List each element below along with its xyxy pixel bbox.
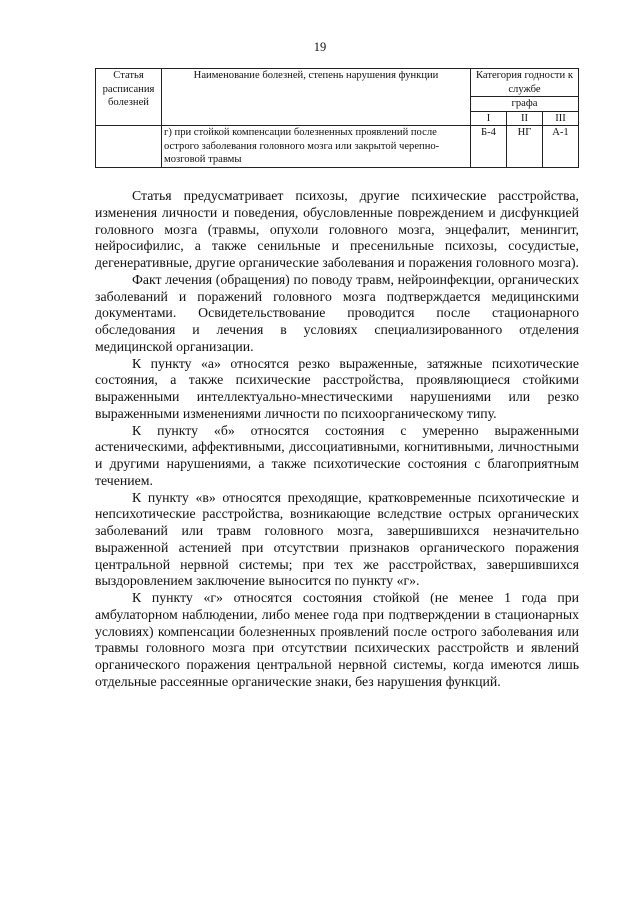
row-value-iii: А-1 (543, 126, 579, 168)
table-header-row (96, 69, 579, 97)
paragraph: Статья предусматривает психозы, другие психические расстройства, изменения личности и поведения, обусловленные повреждением и дисфункцией головного мозга (травмы, опухоли головного мозга, энцефалит, менингит, нейросифилис, а также сенильные и пресенильные психозы, сосудистые, дегенеративные, другие органические заболевания и поражения головного мозга). (95, 188, 579, 270)
paragraph: К пункту «б» относятся состояния с умеренно выраженными астеническими, аффективными, диссоциативными, когнитивными, личностными и другими нарушениями, а также психотические состояния с благоприятным течением. (95, 422, 579, 488)
paragraph: К пункту «г» относятся состояния стойкой (не менее 1 года при амбулаторном наблюдении, либо менее года при подтверждении в стационарных условиях) компенсации болезненных проявлений после острого заболевания или травмы головного мозга при отсутствии психических расстройств и явлений органического поражения центральной нервной системы, когда имеются лишь отдельные рассеянные органические знаки, без нарушения функций. (95, 590, 579, 689)
header-category: Категория годности к службе (471, 69, 579, 97)
page-number: 19 (313, 40, 327, 54)
row-description: г) при стойкой компенсации болезненных проявлений после острого заболевания головного мозга или закрытой черепно-мозговой травмы (162, 126, 471, 168)
classification-table (95, 68, 579, 168)
header-graph: графа (471, 97, 579, 112)
row-value-i: Б-4 (471, 126, 507, 168)
table-row (96, 126, 579, 168)
header-article: Статья расписания болезней (96, 69, 162, 126)
column-i: I (471, 111, 507, 126)
header-disease: Наименование болезней, степень нарушения функции (162, 69, 471, 126)
paragraph: К пункту «в» относятся преходящие, кратковременные психотические и непсихотические расстройства, возникающие вследствие острых органических заболеваний или травм головного мозга, завершившихся незначительно выраженной астенией при отсутствии признаков органического поражения центральной нервной системы; при тех же расстройствах, завершившихся выздоровлением заключение выносится по пункту «г». (95, 489, 579, 589)
body-text (95, 188, 579, 691)
paragraph: Факт лечения (обращения) по поводу травм, нейроинфекции, органических заболеваний и поражений головного мозга подтверждается медицинскими документами. Освидетельствование проводится после стационарного обследования и лечения в условиях специализированного отделения медицинской организации. (95, 271, 579, 354)
paragraph: К пункту «а» относятся резко выраженные, затяжные психотические состояния, а также психические расстройства, проявляющиеся стойкими выраженными интеллектуально-мнестическими нарушениями или резко выраженными изменениями личности по психоорганическому типу. (95, 355, 579, 421)
column-iii: III (543, 111, 579, 126)
row-value-ii: НГ (507, 126, 543, 168)
column-ii: II (507, 111, 543, 126)
row-article-cell (96, 126, 162, 168)
